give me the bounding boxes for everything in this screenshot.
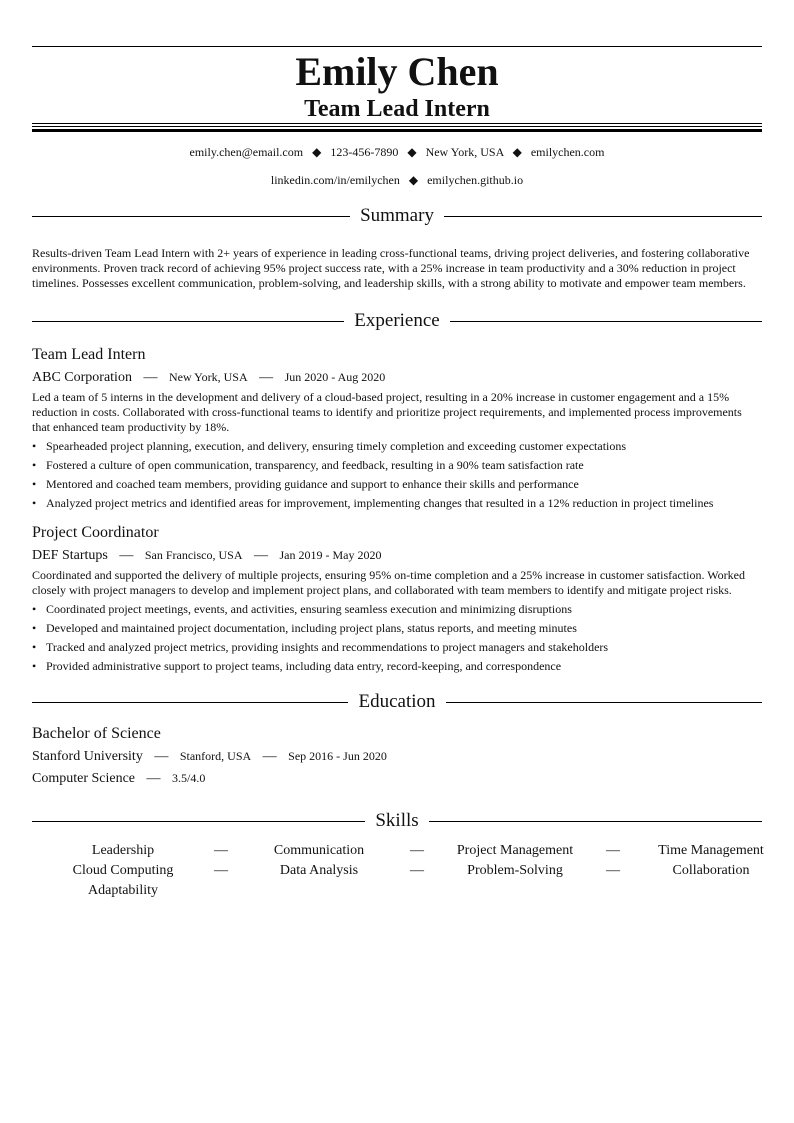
contact-info xyxy=(32,138,762,194)
education-dates: Sep 2016 - Jun 2020 xyxy=(288,749,387,763)
dash-separator: — xyxy=(146,771,161,786)
skill-item: Project Management xyxy=(456,843,574,858)
contact-line-1 xyxy=(32,138,762,166)
education-meta xyxy=(32,746,762,767)
job-description: Coordinated and supported the delivery of multiple projects, ensuring 95% on-time completion and a 25% increase in customer satisfaction. Worked closely with project managers to develop and implement project plans, and collaborated with team members to identify and mitigate project risks. xyxy=(32,568,745,597)
list-item: • Analyzed project metrics and identified areas for improvement, implementing changes that resulted in a 12% reduction in project timelines xyxy=(32,496,714,510)
school-location: Stanford, USA xyxy=(179,749,252,763)
bullet-icon: • xyxy=(32,602,37,616)
dash-separator: — xyxy=(214,843,228,858)
field-of-study: Computer Science xyxy=(32,771,136,786)
section-title: Education xyxy=(358,691,436,712)
skill-item: Time Management xyxy=(658,843,764,858)
job-meta xyxy=(32,367,762,388)
job-bullets xyxy=(32,602,762,674)
location: New York, USA xyxy=(425,145,504,159)
bullet-icon: • xyxy=(32,621,37,635)
dash-separator: — xyxy=(410,863,424,878)
job-title: Project Coordinator xyxy=(32,524,159,541)
dash-separator: — xyxy=(410,843,424,858)
diamond-icon: ◆ xyxy=(408,173,419,187)
dash-separator: — xyxy=(606,863,620,878)
job-bullets xyxy=(32,439,762,511)
job-dates: Jan 2019 - May 2020 xyxy=(279,548,382,562)
skill-item: Leadership xyxy=(91,843,155,858)
section-title: Experience xyxy=(354,310,440,331)
list-item: • Mentored and coached team members, providing guidance and support to enhance their skills and performance xyxy=(32,477,579,491)
candidate-title: Team Lead Intern xyxy=(304,96,490,122)
diamond-icon: ◆ xyxy=(512,145,522,159)
experience-entry xyxy=(32,523,762,674)
contact-line-2 xyxy=(32,166,762,194)
resume-page xyxy=(32,46,762,901)
list-item: • Fostered a culture of open communication, transparency, and feedback, resulting in a 90% team satisfaction rate xyxy=(32,458,584,472)
phone-number: 123-456-7890 xyxy=(330,145,399,159)
linkedin-link[interactable]: linkedin.com/in/emilychen xyxy=(270,173,400,187)
candidate-name: Emily Chen xyxy=(295,49,499,94)
education-heading xyxy=(32,690,762,714)
list-item: • Coordinated project meetings, events, and activities, ensuring seamless execution and minimizing disruptions xyxy=(32,602,572,616)
education-field xyxy=(32,768,762,789)
dash-separator: — xyxy=(214,863,228,878)
job-title: Team Lead Intern xyxy=(32,346,146,363)
dash-separator: — xyxy=(154,749,169,764)
bullet-icon: • xyxy=(32,458,37,472)
job-meta xyxy=(32,545,762,566)
dash-separator: — xyxy=(606,843,620,858)
experience-heading xyxy=(32,309,762,333)
dash-separator: — xyxy=(143,370,158,385)
bullet-icon: • xyxy=(32,439,37,453)
company: DEF Startups xyxy=(32,548,108,563)
diamond-icon: ◆ xyxy=(407,145,417,159)
skill-item: Collaboration xyxy=(672,863,750,878)
education-entry xyxy=(32,724,762,789)
list-item: • Provided administrative support to project teams, including data entry, record-keeping, and correspondence xyxy=(32,659,562,673)
bullet-icon: • xyxy=(32,640,37,654)
skill-item: Data Analysis xyxy=(279,863,359,878)
summary-text: Results-driven Team Lead Intern with 2+ years of experience in leading cross-functional teams, driving project deliveries, and fostering collaborative environments. Proven track record of achieving 95% project success rate, with a 25% increase in team productivity and a 30% reduction in project timelines. Possesses excellent communication, problem-solving, and leadership skills, with a strong ability to motivate and empower team members. xyxy=(32,246,750,290)
skills-heading xyxy=(32,809,762,833)
section-title: Skills xyxy=(375,810,419,831)
job-location: San Francisco, USA xyxy=(144,548,243,562)
github-link[interactable]: emilychen.github.io xyxy=(427,173,524,187)
summary-heading xyxy=(32,204,762,228)
skill-item: Adaptability xyxy=(88,883,158,898)
experience-entry xyxy=(32,345,762,511)
diamond-icon: ◆ xyxy=(312,145,322,159)
top-rule xyxy=(32,46,762,47)
website-link[interactable]: emilychen.com xyxy=(530,145,605,159)
dash-separator: — xyxy=(259,370,274,385)
company: ABC Corporation xyxy=(32,370,132,385)
job-description: Led a team of 5 interns in the development and delivery of a cloud-based project, resulting in a 20% increase in customer engagement and a 15% reduction in costs. Collaborated with cross-functional teams to identify and prioritize project requirements, and implemented process improvements that enhanced team productivity by 18%. xyxy=(32,390,742,434)
bullet-icon: • xyxy=(32,477,37,491)
school: Stanford University xyxy=(32,749,143,764)
list-item: • Developed and maintained project documentation, including project plans, status reports, and meeting minutes xyxy=(32,621,577,635)
section-title: Summary xyxy=(360,205,434,226)
header-divider xyxy=(32,123,762,132)
skill-item: Problem-Solving xyxy=(467,863,563,878)
email-link[interactable]: emily.chen@email.com xyxy=(189,145,304,159)
skill-item: Cloud Computing xyxy=(72,863,174,878)
dash-separator: — xyxy=(119,548,134,563)
gpa: 3.5/4.0 xyxy=(172,771,206,785)
dash-separator: — xyxy=(254,548,269,563)
list-item: • Spearheaded project planning, execution, and delivery, ensuring timely completion and exceeding customer expectations xyxy=(32,439,627,453)
skills-grid xyxy=(32,841,762,901)
bullet-icon: • xyxy=(32,496,37,510)
dash-separator: — xyxy=(262,749,277,764)
job-dates: Jun 2020 - Aug 2020 xyxy=(284,370,386,384)
list-item: • Tracked and analyzed project metrics, providing insights and recommendations to project managers and stakeholders xyxy=(32,640,609,654)
bullet-icon: • xyxy=(32,659,37,673)
degree: Bachelor of Science xyxy=(32,725,161,742)
skill-item: Communication xyxy=(273,843,365,858)
job-location: New York, USA xyxy=(168,370,248,384)
